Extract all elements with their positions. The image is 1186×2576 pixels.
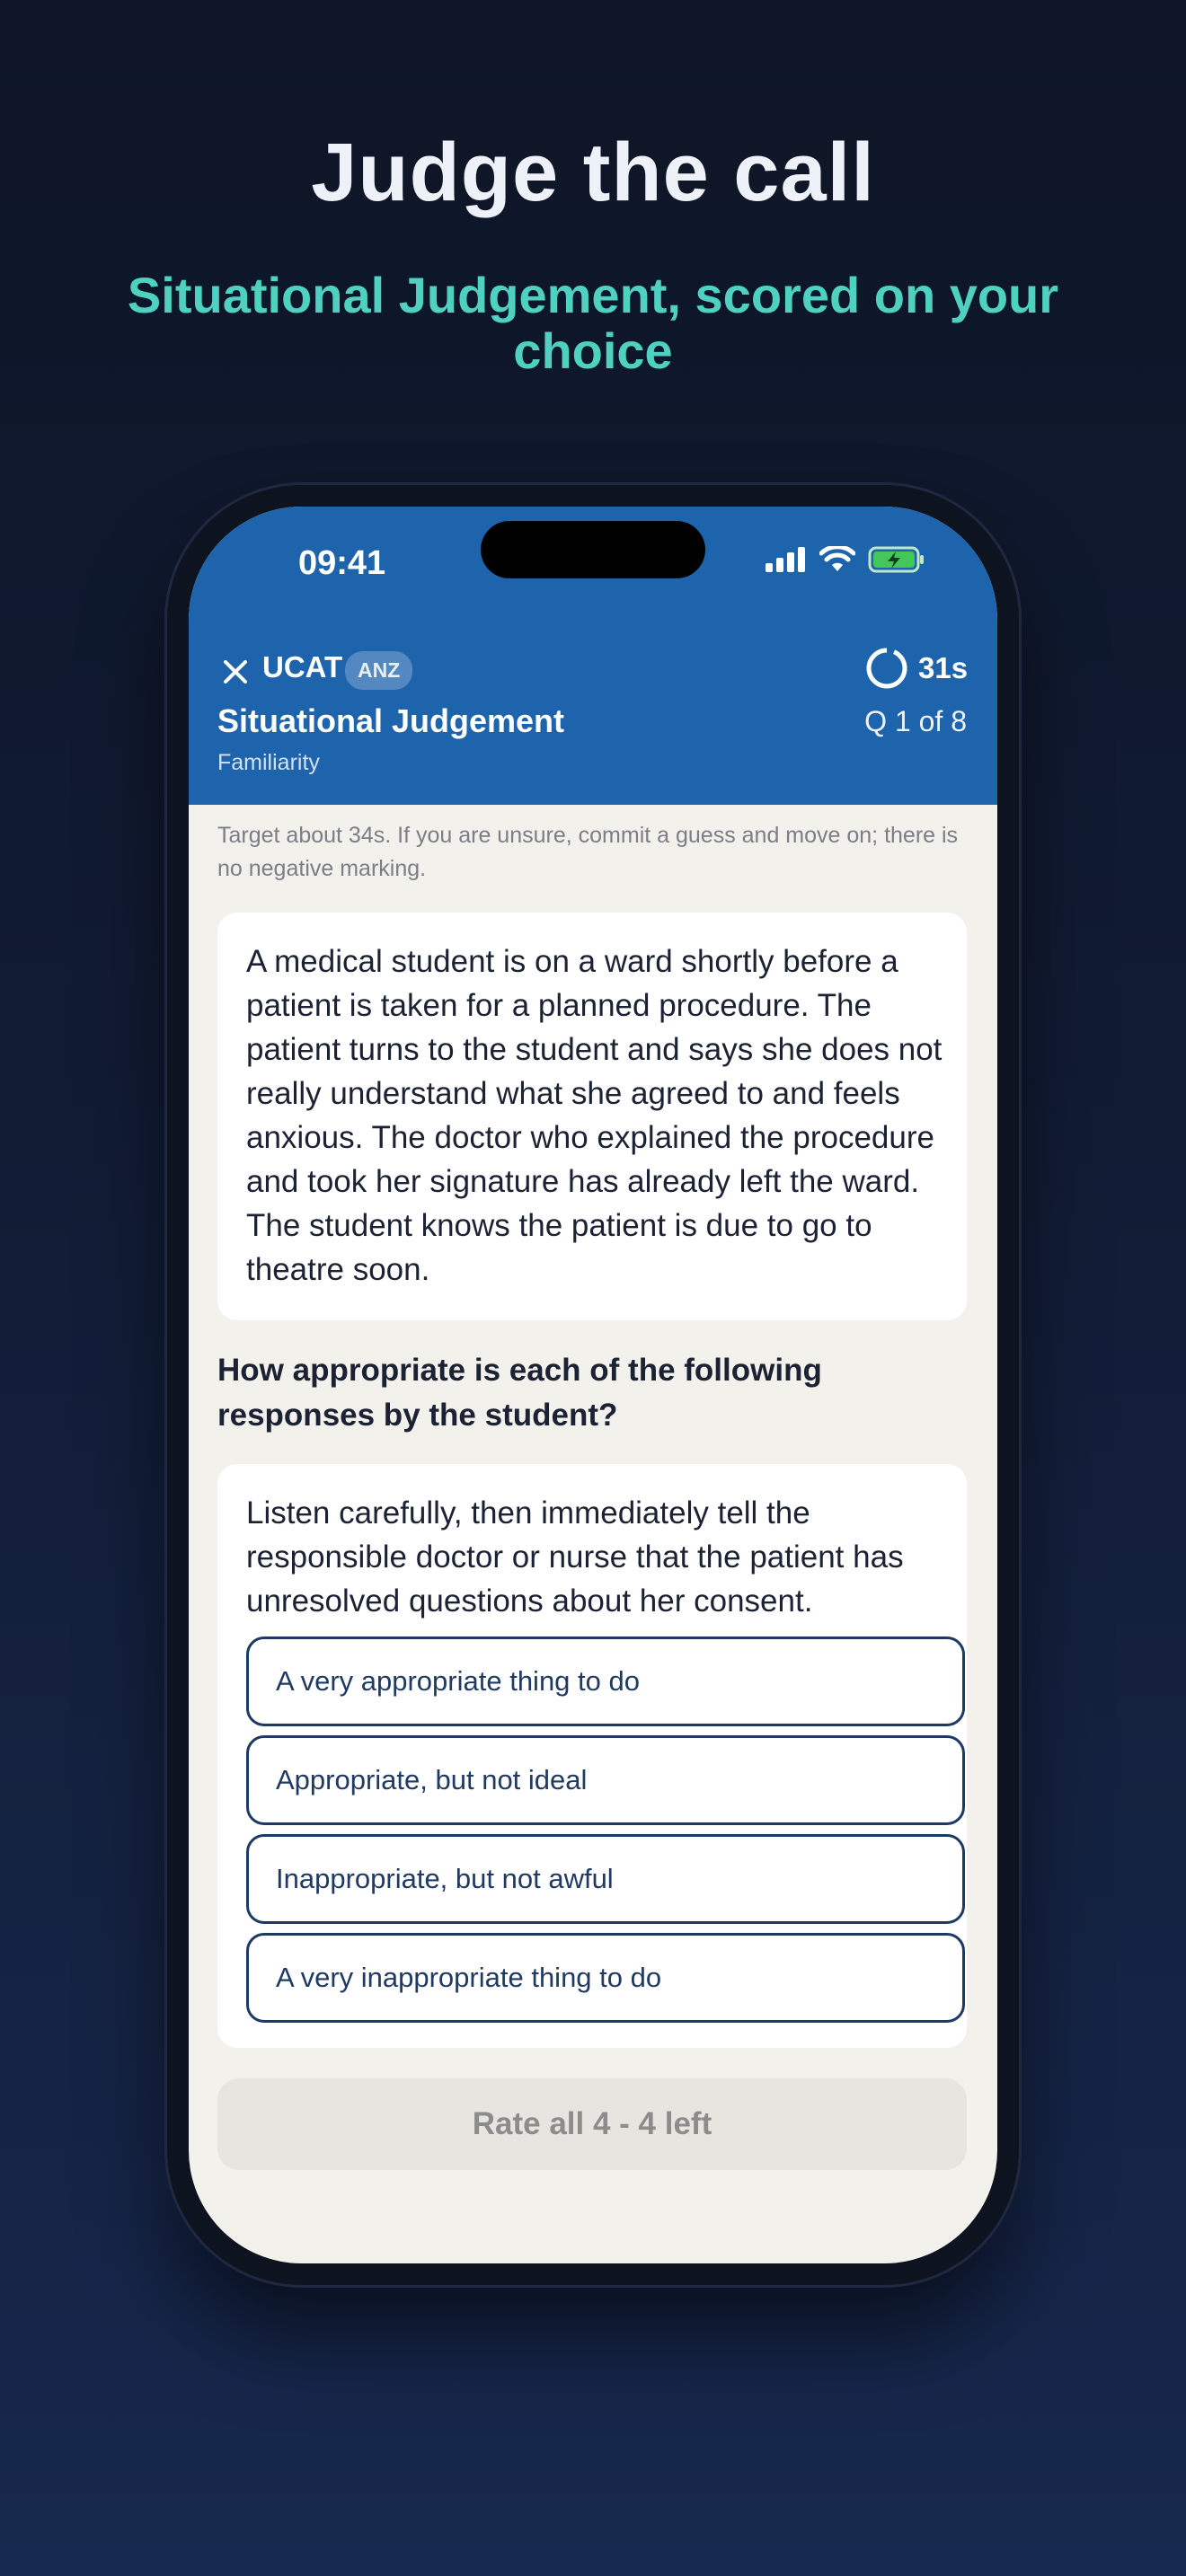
region-badge: ANZ	[345, 651, 412, 690]
exam-name: UCAT	[262, 650, 343, 684]
question-prompt: How appropriate is each of the following responses by the student?	[217, 1353, 822, 1433]
response-card	[217, 1464, 967, 2048]
section-subtitle: Familiarity	[217, 750, 320, 775]
timer-ring-icon	[864, 646, 909, 691]
hint-text: Target about 34s. If you are unsure, commit a guess and move on; there is no negative marking.	[217, 823, 959, 881]
wifi-icon	[819, 546, 855, 573]
close-icon[interactable]	[217, 654, 253, 690]
status-icons	[766, 546, 925, 573]
status-time: 09:41	[298, 544, 386, 582]
dynamic-island	[481, 521, 705, 578]
timer-value: 31s	[918, 651, 969, 684]
option-very-appropriate[interactable]: A very appropriate thing to do	[246, 1636, 965, 1726]
option-appropriate-not-ideal[interactable]: Appropriate, but not ideal	[246, 1735, 965, 1825]
scenario-text: A medical student is on a ward shortly before a patient is taken for a planned procedure. The patient turns to the student and says she does not really understand what she agreed to and feels anxious. The doctor who explained the procedure and took her signature has already left the ward. The student knows the patient is due to go to theatre soon.	[246, 944, 943, 1287]
response-text: Listen carefully, then immediately tell the responsible doctor or nurse that the patient has unresolved questions about her consent.	[246, 1495, 904, 1619]
battery-charging-icon	[868, 546, 925, 573]
scenario-card	[217, 913, 967, 1320]
app-header	[189, 507, 997, 805]
hero-title: Judge the call	[311, 127, 875, 218]
question-counter: Q 1 of 8	[864, 705, 967, 737]
option-very-inappropriate[interactable]: A very inappropriate thing to do	[246, 1933, 965, 2023]
hero-subtitle: Situational Judgement, scored on your choice	[127, 267, 1059, 379]
phone-screen	[189, 507, 997, 2263]
submit-button[interactable]: Rate all 4 - 4 left	[217, 2078, 967, 2170]
option-inappropriate-not-awful[interactable]: Inappropriate, but not awful	[246, 1834, 965, 1924]
section-title: Situational Judgement	[217, 702, 565, 739]
signal-icon	[766, 547, 807, 572]
